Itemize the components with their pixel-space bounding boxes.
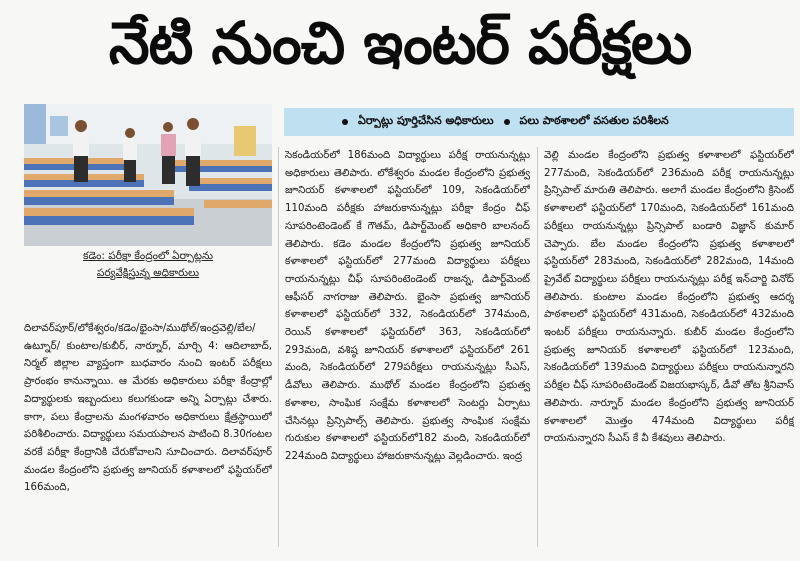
caption-line-1: కడెం: పరీక్షా కేంద్రంలో ఏర్పాట్లను [83, 250, 213, 262]
article-column-1 [24, 320, 272, 550]
classroom-photo [24, 104, 272, 246]
column-divider [537, 147, 538, 547]
column-2-text: సెకండియర్‌లో 186మంది విద్యార్థులు పరీక్ష రాయనున్నట్లు అధికారులు తెలిపారు. లోకేశ్వరం మండల కేంద్రంలోని ప్రభుత్వ జూనియర్ కళాశాలలో ఫస్టియర్‌లో 109, సెకండియర్‌లో 110మంది పరీక్షకు హాజరుకానున్నట్లు పరీక్షా కేంద్రం చీఫ్ సూపరింటెండెంట్ కే గౌతమ్, డిపార్ట్‌మెంట్ అధికారి బాలనంద్ తెలిపారు. కడెం మండల కేంద్రంలోని ప్రభుత్వ జూనియర్ కళాశాలలో ఫస్టియర్‌లో 277మంది విద్యార్థులు పరీక్షలు రాయనున్నట్లు చీఫ్ సూపరింటెండెంట్ రాజన్న, డిపార్ట్‌మెంట్ ఆఫీసర్ నాగరాజు తెలిపారు. భైంసా ప్రభుత్వ జూనియర్ కళాశాలలో ఫస్టియర్‌లో 332, సెకండియర్‌లో 374మంది, రెయిన్ కళాశాలలో ఫస్టియర్‌లో 363, సెకండియర్‌లో 293మంది, వశిష్ఠ జూనియర్ కళాశాలలో ఫస్టియర్‌లో 261 మంది, సెకండియర్‌లో 279పరీక్షలు రాయనున్నట్లు సీఎస్, డీవోలు తెలిపారు. ముథోల్ మండల కేంద్రంలోని ప్రభుత్వ కళాశాల, సాంఘిక సంక్షేమ కళాశాలలో సెంటర్లు ఏర్పాటు చేసినట్లు ప్రిన్సిపాల్స్ తెలిపారు. ప్రభుత్వ సాంఘిక సంక్షేమ గురుకుల కళాశాలలో ఫస్టియర్‌లో182 మంది, సెకండియర్‌లో 224మంది విద్యార్థులు హాజరుకానున్నట్లు వెల్లడించారు. ఇంద్ర [285, 150, 530, 462]
banner-item-2: పలు పాఠశాలలో వసతుల పరిశీలన [519, 114, 669, 127]
bullet-icon [504, 119, 510, 125]
banner-item-1: ఏర్పాట్లు పూర్తిచేసిన అధికారులు [358, 114, 494, 127]
photo-caption [24, 248, 272, 282]
article-column-2 [285, 147, 530, 553]
classroom-illustration [24, 104, 272, 246]
column-3-text: వెల్లి మండల కేంద్రంలోని ప్రభుత్వ కళాశాలలో ఫస్టియర్‌లో 277మంది, సెకండియర్‌లో 236మంది పరీక్ష రాయనున్నట్లు ప్రిన్సిపాల్ మారుతి తెలిపారు. అలాగే మండల కేంద్రంలోని క్రిసెంట్ కళాశాలలో ఫస్టియర్‌లో 170మంది, సెకండియర్‌లో 161మంది పరీక్షలు రాయనున్నట్లు ప్రిన్సిపాల్ బండారి విజ్ఞాన్ కుమార్ చెప్పారు. బేల మండల కేంద్రంలోని ప్రభుత్వ కళాశాలలో ఫస్టియర్‌లో 283మంది, సెకండియర్‌లో 282మంది, 14మంది ప్రైవేట్ విద్యార్థులు పరీక్షలు రాయనున్నట్లు పరీక్ష ఇన్‌చార్జి వినోద్ తెలిపారు. కుంటాల మండల కేంద్రంలోని ప్రభుత్వ ఆదర్శ పాఠశాలలో ఫస్టియర్‌లో 431మంది, సెకండియర్‌లో 432మంది ఇంటర్ పరీక్షలు రాయనున్నారు. కుబీర్ మండల కేంద్రంలోని ప్రభుత్వ జూనియర్ కళాశాలలో ఫస్టియర్‌లో 123మంది, సెకండియర్‌లో 139మంది విద్యార్థులు పరీక్షలు రాయనున్నారని పరీక్షల చీఫ్ సూపరింటెండెంట్ విజయభాస్కర్, డీవో తోట శ్రీనివాస్ తెలిపారు. నార్నూర్ మండల కేంద్రంలోని ప్రభుత్వ జూనియర్ కళాశాలలో మొత్తం 474మంది విద్యార్థులు పరీక్ష రాయనున్నారని సీఎస్ కే వీ కేశవులు తెలిపారు. [544, 150, 794, 445]
column-divider [278, 147, 279, 547]
column-1-text: దిలావర్‌పూర్/లోకేశ్వరం/కడెం/భైంసా/ముథోల్/ఇంద్రవెల్లి/బేల/ఉట్నూర్/ కుంటాల/కుబీర్, నార్నూర్, మార్చి 4: ఆదిలాబాద్, నిర్మల్ జిల్లాల వ్యాప్తంగా బుధవారం నుంచి ఇంటర్ పరీక్షలు ప్రారంభం కానున్నాయి. ఆ మేరకు అధికారులు పరీక్షా కేంద్రాల్లో విద్యార్థులకు ఇబ్బందులు కలుగకుండా అన్ని ఏర్పాట్లు చేశారు. కాగా, పలు కేంద్రాలను మంగళవారం అధికారులు క్షేత్రస్థాయిలో పరిశీలించారు. విద్యార్థులు సమయపాలన పాటించి 8.30గంటల వరకే పరీక్షా కేంద్రానికి చేరుకోవాలని సూచించారు. దిలావర్‌పూర్ మండల కేంద్రంలోని ప్రభుత్వ జూనియర్ కళాశాలలో ఫస్టియర్‌లో 166మంది, [24, 323, 272, 494]
article-column-3 [544, 147, 794, 553]
subheading-banner [284, 108, 794, 136]
headline: నేటి నుంచి ఇంటర్ పరీక్షలు [108, 8, 692, 77]
bullet-icon [342, 119, 348, 125]
caption-line-2: పర్యవేక్షిస్తున్న అధికారులు [96, 267, 200, 279]
